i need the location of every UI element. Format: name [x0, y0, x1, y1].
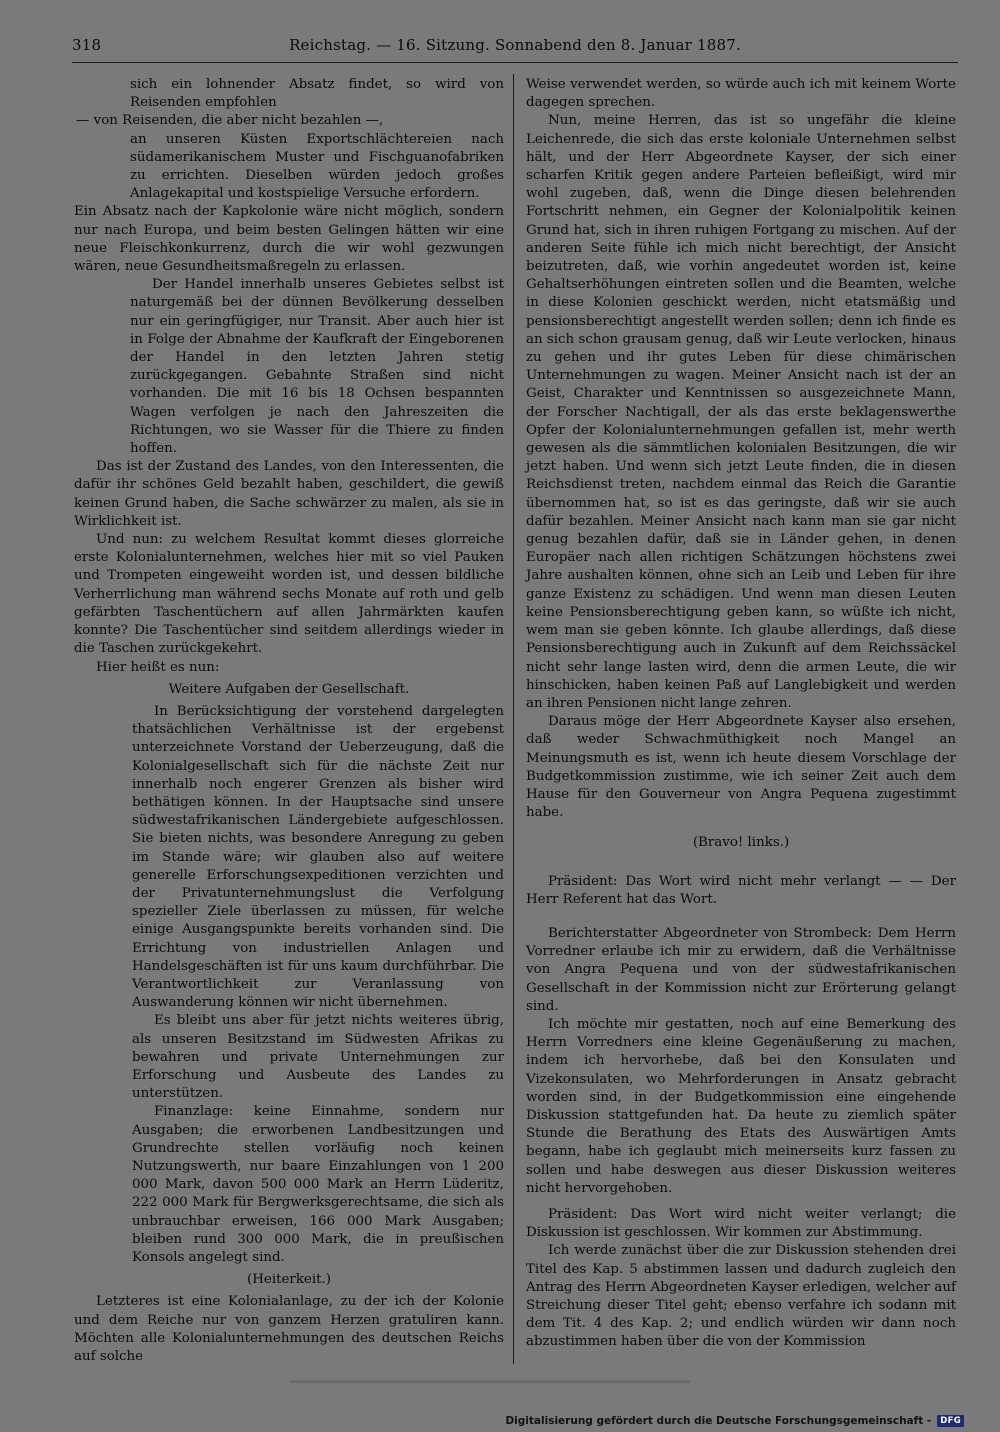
paragraph: Letzteres ist eine Kolonialanlage, zu der ich der Kolonie und dem Reiche nur von ganzem Herzen gratuliren kann. Möchten alle Kolonialunternehmungen des deutschen Reichs auf solche [74, 1294, 504, 1365]
quoted-paragraph: Finanzlage: keine Einnahme, sondern nur Ausgaben; die erworbenen Landbesitzungen und Grundrechte stellen vorläufig noch keinen Nutzungswerth, nur baare Einzahlungen von 1 200 000 Mark, davon 500 000 Mark an Herrn Lüderitz, 222 000 Mark für Bergwerksgerechtsame, die sich als unbrauchbar erweisen, 166 000 Mark Ausgaben; bleiben rund 300 000 Mark, die in preußischen Konsols angelegt sind. [132, 1104, 504, 1265]
paragraph: Ein Absatz nach der Kapkolonie wäre nicht möglich, sondern nur nach Europa, und beim besten Gelingen hätten wir eine neue Fleischkonkurrenz, durch die wir wohl gezwungen wären, neue Gesundheitsmaßregeln zu erlassen. [74, 204, 504, 275]
header-rule [72, 62, 958, 63]
paragraph: Ich möchte mir gestatten, noch auf eine Bemerkung des Herrn Vorredners eine kleine Gegenäußerung zu machen, indem ich hervorhebe, daß bei den Konsulaten und Vizekonsulaten, wo Mehrforderungen in Ansatz gebracht worden sind, in der Budgetkommission eine eingehende Diskussion stattgefunden hat. Da heute zu ziemlich später Stunde die Berathung des Etats des Auswärtigen Amts begann, habe ich geglaubt mich meinerseits kurz fassen zu sollen und habe deswegen aus dieser Diskussion weiteres nicht hervorgehoben. [526, 1016, 956, 1196]
column-divider [513, 74, 514, 1364]
paragraph: Daraus möge der Herr Abgeordnete Kayser also ersehen, daß weder Schwachmüthigkeit noch Mangel an Meinungsmuth es ist, wenn ich heute diesem Vorschlage der Budgetkommission zustimme, wie ich seiner Zeit auch dem Hause für den Gouverneur von Angra Pequena zugestimmt habe. [526, 714, 956, 821]
speaker-paragraph: Berichterstatter Abgeordneter von Strombeck: Dem Herrn Vorredner erlaube ich mir zu erwidern, daß die Verhältnisse von Angra Pequena und von der südwestafrikanischen Gesellschaft in der Kommission nicht zur Erörterung gelangt sind. [526, 925, 956, 1014]
quoted-paragraph: In Berücksichtigung der vorstehend dargelegten thatsächlichen Verhältnisse ist der ergebenst unterzeichnete Vorstand der Ueberzeugung, daß die Kolonialgesellschaft sich für die nächste Zeit nur innerhalb noch engerer Grenzen als bisher wird bethätigen können. In der Hauptsache sind unsere südwestafrikanischen Ländergebiete aufgeschlossen. Sie bieten nichts, was besondere Anregung zu geben im Stande wäre; wir glauben also auf weitere generelle Erforschungsexpeditionen verzichten und der Privatunternehmungslust die Verfolgung spezieller Ziele überlassen zu müssen, für welche einige Ausgangspunkte bereits vorhanden sind. Die Errichtung von industriellen Anlagen und Handelsgeschäften ist für uns kaum durchführbar. Die Verantwortlichkeit zur Veranlassung von Auswanderung können wir nicht übernehmen. [132, 703, 504, 1011]
right-column [526, 76, 956, 1352]
page-title: Reichstag. — 16. Sitzung. Sonnabend den 8. Januar 1887. [289, 36, 741, 54]
scan-artifact [290, 1380, 690, 1383]
speaker-paragraph: Präsident: Das Wort wird nicht mehr verlangt — — Der Herr Referent hat das Wort. [526, 873, 956, 907]
section-heading: Weitere Aufgaben der Gesellschaft. [168, 681, 410, 697]
speaker-paragraph: Präsident: Das Wort wird nicht weiter verlangt; die Diskussion ist geschlossen. Wir kommen zur Abstimmung. [526, 1206, 956, 1241]
quoted-paragraph: Es bleibt uns aber für jetzt nichts weiteres übrig, als unseren Besitzstand im Südwesten Afrikas zu bewahren und private Unternehmungen zur Erforschung und Ausbeute des Landes zu unterstützen. [132, 1013, 504, 1102]
paragraph: Nun, meine Herren, das ist so ungefähr die kleine Leichenrede, die sich das erste koloniale Unternehmen selbst hält, und der Herr Abgeordnete Kayser, der sich einer scharfen Kritik gegen andere Parteien befleißigt, wird mir wohl zugeben, daß, wenn die Dinge diesen belehrenden Fortschritt nehmen, ein Gegner der Kolonialpolitik keinen Grund hat, sich in ihren ruhigen Fortgang zu mischen. Auf der anderen Seite fühle ich mich nicht berechtigt, der Ansicht beizutreten, daß, wie vorhin angedeutet worden ist, keine Gehaltserhöhungen eintreten sollen und die Beamten, welche in diese Kolonien geschickt werden, nicht etatsmäßig und pensionsberechtigt angestellt werden sollen; denn ich finde es an sich schon grausam genug, daß wir Leute verlocken, hinaus zu gehen und ihr gutes Leben für diese chimärischen Unternehmungen zu wagen. Meiner Ansicht nach ist der an Geist, Charakter und Kenntnissen so ausgezeichnete Mann, der Forscher Nachtigall, der als das erste beklagenswerthe Opfer der Kolonialunternehmungen gefallen ist, mehr werth gewesen als die sämmtlichen kolonialen Besitzungen, die wir jetzt haben. Und wenn sich jetzt Leute finden, die in diesen Reichsdienst treten, nachdem einmal das Reich die Garantie übernommen hat, so ist es das geringste, daß wir sie auch dafür bezahlen. Meiner Ansicht nach kann man sie gar nicht genug bezahlen dafür, daß sie in Länder gehen, in denen Europäer nach allen richtigen Schätzungen höchstens zwei Jahre aushalten können, ohne sich an Leib und Leben für ihre ganze Existenz zu schädigen. Und wenn man diesen Leuten keine Pensionsberechtigung geben kann, so wüßte ich nicht, wem man sie geben könnte. Ich glaube allerdings, daß diese Pensionsberechtigung auch in Zukunft auf dem Reichssäckel nicht sehr lange lasten wird, denn die armen Leute, die wir hinschicken, haben keinen Paß auf Langlebigkeit und werden an ihren Pensionen nicht lange zehren. [526, 113, 956, 711]
left-column [74, 76, 504, 1366]
paragraph: Und nun: zu welchem Resultat kommt dieses glorreiche erste Kolonialunternehmen, welches hier mit so viel Pauken und Trompeten eingeweiht worden ist, und dessen bildliche Verherrlichung man während sechs Monate auf roth und gelb gefärbten Taschentüchern auf allen Jahrmärkten kaufen konnte? Die Taschentücher sind seitdem allerdings wieder in die Taschen zurückgekehrt. [74, 532, 504, 657]
spacer [526, 822, 956, 830]
paragraph: Ich werde zunächst über die zur Diskussion stehenden drei Titel des Kap. 5 abstimmen lassen und dadurch zugleich den Antrag des Herrn Abgeordneten Kayser erledigen, welcher auf Streichung dieser Titel geht; ebenso verfahre ich sodann mit dem Tit. 4 des Kap. 2; und endlich würden wir dann noch abzustimmen haben über die von der Kommission [526, 1243, 956, 1350]
page-header [72, 36, 958, 58]
dfg-logo: DFG [937, 1415, 964, 1427]
spacer [526, 909, 956, 925]
spacer [526, 857, 956, 873]
digitization-footer [505, 1414, 964, 1428]
paragraph: Hier heißt es nun: [96, 659, 220, 675]
paragraph: an unseren Küsten Exportschlächtereien nach südamerikanischem Muster und Fischguanofabriken zu errichten. Dieselben würden jedoch großes Anlagekapital und kostspielige Versuche erfordern. [130, 131, 504, 202]
page-number: 318 [72, 36, 102, 54]
paragraph: — von Reisenden, die aber nicht bezahlen —, [76, 113, 384, 129]
paragraph: sich ein lohnender Absatz findet, so wird von Reisenden empfohlen [130, 77, 504, 111]
footer-text: Digitalisierung gefördert durch die Deutsche Forschungsgemeinschaft - [505, 1415, 932, 1427]
spacer [526, 1198, 956, 1206]
interjection: (Bravo! links.) [692, 835, 790, 851]
paragraph: Das ist der Zustand des Landes, von den Interessenten, die dafür ihr schönes Geld bezahlt haben, geschildert, die gewiß keinen Grund haben, die Sache schwärzer zu malen, als sie in Wirklichkeit ist. [74, 459, 504, 529]
interjection: (Heiterkeit.) [247, 1272, 331, 1288]
paragraph: Weise verwendet werden, so würde auch ich mit keinem Worte dagegen sprechen. [526, 77, 956, 111]
paragraph: Der Handel innerhalb unseres Gebietes selbst ist naturgemäß bei der dünnen Bevölkerung desselben nur ein geringfügiger, nur Transit. Aber auch hier ist in Folge der Abnahme der Kaufkraft der Eingeborenen der Handel in den letzten Jahren stetig zurückgegangen. Gebahnte Straßen sind nicht vorhanden. Die mit 16 bis 18 Ochsen bespannten Wagen verfolgen je nach den Jahreszeiten die Richtungen, wo sie Wasser für die Thiere zu finden hoffen. [130, 277, 504, 457]
